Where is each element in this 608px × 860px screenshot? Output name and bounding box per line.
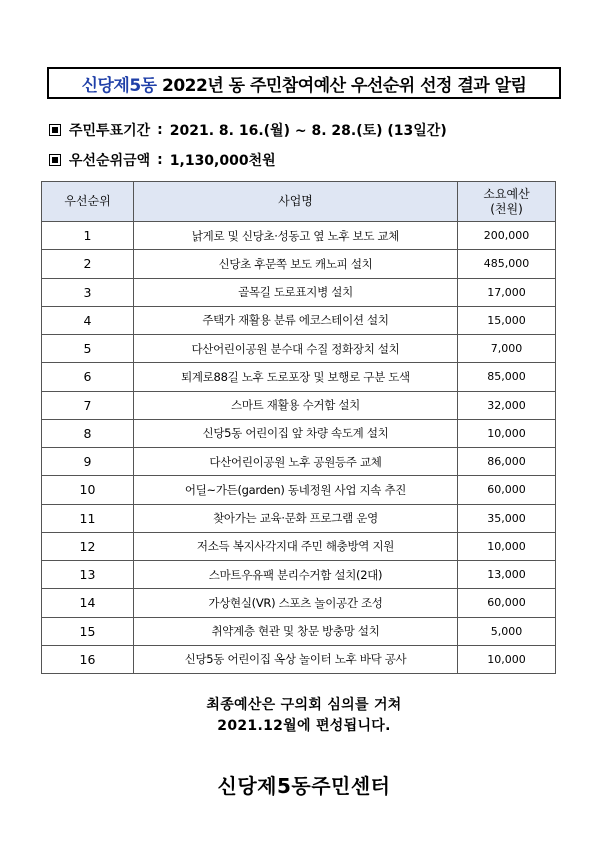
priority-amount-value: 1,130,000천원 [169,153,276,169]
table-header-row [42,182,556,222]
rank-cell: 12 [42,532,134,560]
amount-cell: 86,000 [458,448,556,476]
header-budget-line2: (천원) [490,201,523,216]
priority-amount-line [49,150,276,170]
voting-period-line [49,120,447,140]
table-row [42,222,556,250]
priority-amount-label: 우선순위금액 [69,153,151,169]
voting-period-separator: : [157,122,163,138]
project-cell: 저소득 복지사각지대 주민 해충방역 지원 [134,532,458,560]
rank-cell: 14 [42,589,134,617]
square-bullet-icon [49,154,61,166]
table-row [42,476,556,504]
table-row [42,617,556,645]
project-cell: 가상현실(VR) 스포츠 놀이공간 조성 [134,589,458,617]
table-row [42,278,556,306]
amount-cell: 10,000 [458,419,556,447]
title-highlight: 신당제5동 [81,75,157,96]
rank-cell: 7 [42,391,134,419]
table-row [42,306,556,334]
table-row [42,419,556,447]
amount-cell: 15,000 [458,306,556,334]
project-cell: 찾아가는 교육·문화 프로그램 운영 [134,504,458,532]
table-row [42,504,556,532]
project-cell: 골목길 도로표지병 설치 [134,278,458,306]
square-bullet-icon [49,124,61,136]
notice-title [47,67,561,99]
rank-cell: 10 [42,476,134,504]
rank-cell: 16 [42,645,134,673]
amount-cell: 7,000 [458,335,556,363]
rank-cell: 5 [42,335,134,363]
rank-cell: 8 [42,419,134,447]
priority-table [41,181,556,674]
rank-cell: 3 [42,278,134,306]
amount-cell: 85,000 [458,363,556,391]
table-row [42,645,556,673]
amount-cell: 13,000 [458,561,556,589]
project-cell: 낡게로 및 신당초·성동고 옆 노후 보도 교체 [134,222,458,250]
title-rest: 2022년 동 주민참여예산 우선순위 선정 결과 알림 [156,75,527,96]
priority-amount-separator: : [157,152,163,168]
project-cell: 퇴계로88길 노후 도로포장 및 보행로 구분 도색 [134,363,458,391]
amount-cell: 60,000 [458,589,556,617]
header-project: 사업명 [134,182,458,222]
table-row [42,532,556,560]
header-rank: 우선순위 [42,182,134,222]
notice-line-1: 최종예산은 구의회 심의를 거쳐 [206,697,402,713]
amount-cell: 10,000 [458,532,556,560]
project-cell: 다산어린이공원 노후 공원등주 교체 [134,448,458,476]
rank-cell: 6 [42,363,134,391]
rank-cell: 13 [42,561,134,589]
rank-cell: 11 [42,504,134,532]
amount-cell: 10,000 [458,645,556,673]
amount-cell: 35,000 [458,504,556,532]
project-cell: 스마트우유팩 분리수거함 설치(2대) [134,561,458,589]
table-row [42,363,556,391]
rank-cell: 9 [42,448,134,476]
project-cell: 주택가 재활용 분류 에코스테이션 설치 [134,306,458,334]
table-row [42,561,556,589]
amount-cell: 485,000 [458,250,556,278]
amount-cell: 32,000 [458,391,556,419]
table-row [42,335,556,363]
rank-cell: 2 [42,250,134,278]
amount-cell: 17,000 [458,278,556,306]
header-budget [458,182,556,222]
rank-cell: 1 [42,222,134,250]
issuer-name: 신당제5동주민센터 [217,774,391,798]
project-cell: 어딜~가든(garden) 동네정원 사업 지속 추진 [134,476,458,504]
project-cell: 다산어린이공원 분수대 수질 정화장치 설치 [134,335,458,363]
project-cell: 스마트 재활용 수거함 설치 [134,391,458,419]
project-cell: 신당5동 어린이집 앞 차량 속도계 설치 [134,419,458,447]
header-budget-line1: 소요예산 [483,187,530,202]
amount-cell: 200,000 [458,222,556,250]
notice-line-2: 2021.12월에 편성됩니다. [217,718,391,734]
table-row [42,589,556,617]
rank-cell: 4 [42,306,134,334]
amount-cell: 60,000 [458,476,556,504]
project-cell: 신당초 후문쪽 보도 캐노피 설치 [134,250,458,278]
project-cell: 신당5동 어린이집 옥상 놀이터 노후 바닥 공사 [134,645,458,673]
rank-cell: 15 [42,617,134,645]
project-cell: 취약계층 현관 및 창문 방충망 설치 [134,617,458,645]
voting-period-label: 주민투표기간 [69,123,151,139]
voting-period-value: 2021. 8. 16.(월) ~ 8. 28.(토) (13일간) [169,123,447,139]
table-row [42,250,556,278]
table-row [42,391,556,419]
amount-cell: 5,000 [458,617,556,645]
table-row [42,448,556,476]
